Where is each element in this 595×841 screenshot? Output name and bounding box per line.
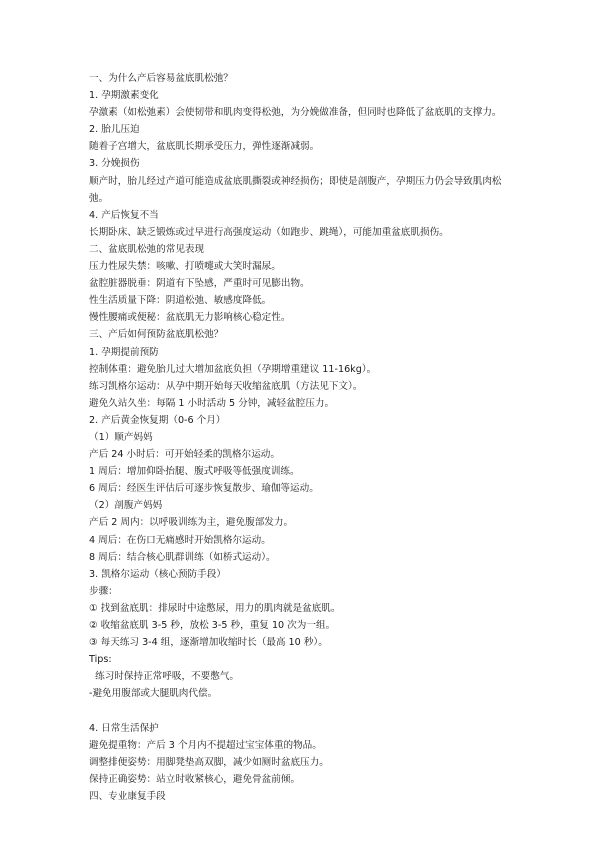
subheading: 1. 孕期激素变化 xyxy=(89,90,159,102)
step-item: ③ 每天练习 3-4 组，逐渐增加收缩时长（最高 10 秒）。 xyxy=(89,637,328,649)
tip-item: -避免用腹部或大腿肌肉代偿。 xyxy=(89,688,218,700)
subheading: 4. 产后恢复不当 xyxy=(89,209,159,221)
list-item: 避免提重物：产后 3 个月内不提超过宝宝体重的物品。 xyxy=(89,739,322,751)
list-item: 6 周后：经医生评估后可逐步恢复散步、瑜伽等运动。 xyxy=(89,483,319,495)
document-body xyxy=(89,70,519,805)
list-item: 压力性尿失禁：咳嗽、打喷嚏或大笑时漏尿。 xyxy=(89,261,281,273)
section-heading-2: 二、盆底肌松弛的常见表现 xyxy=(89,243,205,255)
subheading: 2. 产后黄金恢复期（0-6 个月） xyxy=(89,414,226,426)
list-item: 产后 24 小时后：可开始轻柔的凯格尔运动。 xyxy=(89,449,280,461)
paragraph: 孕激素（如松弛素）会使韧带和肌肉变得松弛，为分娩做准备，但同时也降低了盆底肌的支撑力。 xyxy=(89,107,502,119)
subheading: 4. 日常生活保护 xyxy=(89,722,159,734)
paragraph: 顺产时，胎儿经过产道可能造成盆底肌撕裂或神经损伤；即使是剖腹产，孕期压力仍会导致肌肉松弛。 xyxy=(89,175,502,204)
tip-item: 练习时保持正常呼吸，不要憋气。 xyxy=(89,671,240,683)
sub-subheading: （1）顺产妈妈 xyxy=(89,431,153,443)
tips-label: Tips: xyxy=(89,654,112,666)
subheading: 2. 胎儿压迫 xyxy=(89,124,140,136)
list-item: 避免久站久坐：每隔 1 小时活动 5 分钟，减轻盆腔压力。 xyxy=(89,397,335,409)
list-item: 控制体重：避免胎儿过大增加盆底负担（孕期增重建议 11-16kg）。 xyxy=(89,363,377,375)
sub-subheading: （2）剖腹产妈妈 xyxy=(89,500,163,512)
step-item: ② 收缩盆底肌 3-5 秒，放松 3-5 秒，重复 10 次为一组。 xyxy=(89,620,336,631)
subheading: 3. 分娩损伤 xyxy=(89,158,140,170)
steps-label: 步骤： xyxy=(89,585,118,597)
section-heading-1: 一、为什么产后容易盆底肌松弛？ xyxy=(89,73,233,84)
list-item: 保持正确姿势：站立时收紧核心，避免骨盆前倾。 xyxy=(89,773,301,785)
list-item: 调整排便姿势：用脚凳垫高双脚，减少如厕时盆底压力。 xyxy=(89,756,329,768)
list-item: 性生活质量下降：阴道松弛、敏感度降低。 xyxy=(89,295,272,307)
list-item: 产后 2 周内：以呼吸训练为主，避免腹部发力。 xyxy=(89,517,294,529)
list-item: 练习凯格尔运动：从孕中期开始每天收缩盆底肌（方法见下文）。 xyxy=(89,380,363,392)
blank-line xyxy=(89,702,519,719)
list-item: 4 周后：在伤口无痛感时开始凯格尔运动。 xyxy=(89,534,271,546)
list-item: 盆腔脏器脱垂：阴道有下坠感，严重时可见膨出物。 xyxy=(89,278,310,290)
list-item: 8 周后：结合核心肌群训练（如桥式运动）。 xyxy=(89,551,276,563)
subheading: 1. 孕期提前预防 xyxy=(89,346,159,358)
section-heading-3: 三、产后如何预防盆底肌松弛？ xyxy=(89,329,224,341)
list-item: 1 周后：增加仰卧抬腿、腹式呼吸等低强度训练。 xyxy=(89,466,300,478)
section-heading-4: 四、专业康复手段 xyxy=(89,790,166,802)
subheading: 3. 凯格尔运动（核心预防手段） xyxy=(89,568,226,580)
list-item: 慢性腰痛或便秘：盆底肌无力影响核心稳定性。 xyxy=(89,312,291,324)
paragraph: 长期卧床、缺乏锻炼或过早进行高强度运动（如跑步、跳绳），可能加重盆底肌损伤。 xyxy=(89,226,449,238)
paragraph: 随着子宫增大，盆底肌长期承受压力，弹性逐渐减弱。 xyxy=(89,141,320,153)
step-item: ① 找到盆底肌：排尿时中途憋尿，用力的肌肉就是盆底肌。 xyxy=(89,602,341,614)
